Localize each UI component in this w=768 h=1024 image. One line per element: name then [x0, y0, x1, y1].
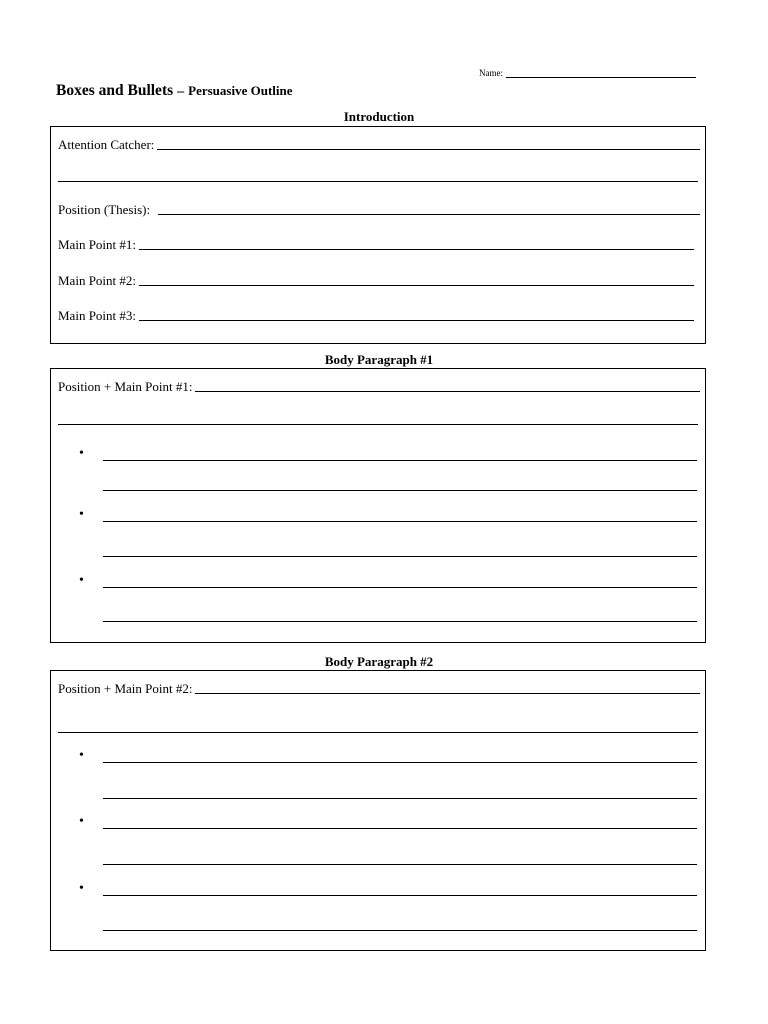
attention-catcher-label: Attention Catcher: — [58, 137, 155, 152]
body1-bullet-1-line-1[interactable] — [103, 460, 697, 461]
attention-catcher-row — [58, 137, 700, 153]
body1-bullet-2-line-2[interactable] — [103, 556, 697, 557]
name-input-line[interactable] — [506, 69, 696, 78]
body1-position-label: Position + Main Point #1: — [58, 379, 193, 394]
body2-bullet-1-line-2[interactable] — [103, 798, 697, 799]
main-point-3-line[interactable] — [139, 320, 694, 321]
body2-bullet-1-line-1[interactable] — [103, 762, 697, 763]
body2-position-row — [58, 681, 700, 697]
body2-bullet-3-line-2[interactable] — [103, 930, 697, 931]
body1-position-line-2[interactable] — [58, 424, 698, 425]
body2-bullet-2-line-2[interactable] — [103, 864, 697, 865]
body1-position-row — [58, 379, 700, 395]
name-field — [479, 68, 696, 78]
body1-bullet-3-line-1[interactable] — [103, 587, 697, 588]
body-paragraph-2-box — [50, 670, 706, 951]
body2-bullet-3-line-1[interactable] — [103, 895, 697, 896]
position-thesis-label: Position (Thesis): — [58, 202, 151, 217]
position-thesis-row — [58, 202, 700, 218]
page-title — [56, 82, 293, 100]
body1-bullet-2-line-1[interactable] — [103, 521, 697, 522]
body1-bullet-3-line-2[interactable] — [103, 621, 697, 622]
main-point-2-label: Main Point #2: — [58, 273, 137, 288]
attention-catcher-line[interactable] — [157, 149, 700, 150]
main-point-1-row — [58, 237, 694, 253]
body2-position-line-2[interactable] — [58, 732, 698, 733]
body-paragraph-1-heading: Body Paragraph #1 — [324, 352, 434, 367]
body2-bullet-2-line-1[interactable] — [103, 828, 697, 829]
main-point-1-label: Main Point #1: — [58, 237, 137, 252]
introduction-heading: Introduction — [343, 109, 415, 124]
introduction-box — [50, 126, 706, 344]
body2-position-line[interactable] — [195, 693, 700, 694]
main-point-3-row — [58, 308, 694, 324]
name-label: Name: — [479, 68, 503, 78]
main-point-2-line[interactable] — [139, 285, 694, 286]
title-subtitle: Persuasive Outline — [188, 83, 293, 98]
body1-bullet-1-line-2[interactable] — [103, 490, 697, 491]
main-point-1-line[interactable] — [139, 249, 694, 250]
body1-bullet-3: • — [79, 573, 84, 588]
body2-position-label: Position + Main Point #2: — [58, 681, 193, 696]
body-paragraph-2-heading: Body Paragraph #2 — [324, 654, 434, 669]
title-main: Boxes and Bullets — [56, 82, 174, 99]
body1-position-line[interactable] — [195, 391, 700, 392]
body1-bullet-1: • — [79, 446, 84, 461]
attention-catcher-line-2[interactable] — [58, 181, 698, 182]
body2-bullet-1: • — [79, 748, 84, 763]
body1-bullet-2: • — [79, 507, 84, 522]
main-point-2-row — [58, 273, 694, 289]
position-thesis-line[interactable] — [158, 214, 700, 215]
title-dash: – — [177, 84, 185, 99]
body2-bullet-2: • — [79, 814, 84, 829]
body2-bullet-3: • — [79, 881, 84, 896]
main-point-3-label: Main Point #3: — [58, 308, 137, 323]
body-paragraph-1-box — [50, 368, 706, 643]
